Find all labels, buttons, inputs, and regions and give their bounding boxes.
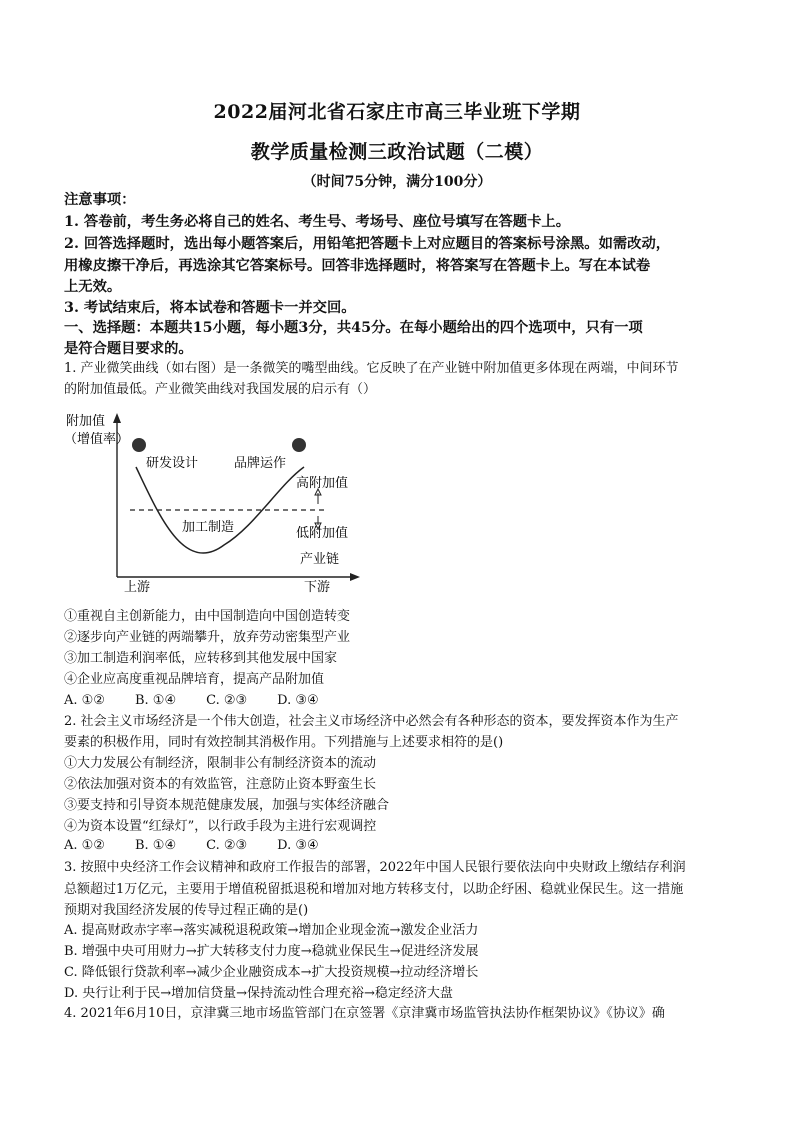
q1-statement-3: ③加工制造利润率低，应转移到其他发展中国家 <box>64 651 338 666</box>
q1-options <box>64 691 734 711</box>
q1-stem-line1: 1. 产业微笑曲线（如右图）是一条微笑的嘴型曲线。它反映了在产业链中附加值更多体现在两端，中间环节 <box>64 361 679 376</box>
q2-stem-line2: 要素的积极作用，同时有效控制其消极作用。下列措施与上述要求相符的是() <box>64 735 504 750</box>
q1-statement-2: ②逐步向产业链的两端攀升，放弃劳动密集型产业 <box>64 630 351 645</box>
q1-statement-4: ④企业应高度重视品牌培育，提高产品附加值 <box>64 672 325 687</box>
x-axis-label: 产业链 <box>300 552 340 567</box>
notice-item-1: 1. 答卷前，考生务必将自己的姓名、考生号、考场号、座位号填写在答题卡上。 <box>64 214 570 230</box>
notice-item-2-line1: 2. 回答选择题时，选出每小题答案后，用铅笔把答题卡上对应题目的答案标号涂黑。如需改动， <box>64 236 671 252</box>
y-label-1: 附加值 <box>66 414 106 429</box>
x-axis-arrow <box>350 573 360 581</box>
notice-item-2-line2: 用橡皮擦干净后，再选涂其它答案标号。回答非选择题时，将答案写在答题卡上。写在本试卷 <box>64 258 651 274</box>
q3-option-c: C. 降低银行贷款利率→减少企业融资成本→扩大投资规模→拉动经济增长 <box>64 965 479 980</box>
q2-statement-1: ①大力发展公有制经济，限制非公有制经济资本的流动 <box>64 756 377 771</box>
exam-title-line2: 教学质量检测三政治试题（二模） <box>250 141 544 163</box>
q2-options <box>64 836 734 856</box>
smile-curve-figure <box>64 405 364 600</box>
exam-time-note: （时间75分钟，满分100分） <box>302 174 492 190</box>
q1-option-a: A. ①② <box>64 693 105 708</box>
q3-stem-line3: 预期对我国经济发展的传导过程正确的是() <box>64 903 309 918</box>
q3-option-b: B. 增强中央可用财力→扩大转移支付力度→稳就业保民生→促进经济发展 <box>64 944 479 959</box>
q1-option-c: C. ②③ <box>206 693 248 708</box>
q1-statement-1: ①重视自主创新能力，由中国制造向中国创造转变 <box>64 609 351 624</box>
q2-statement-2: ②依法加强对资本的有效监管，注意防止资本野蛮生长 <box>64 777 377 792</box>
q3-stem-line2: 总额超过1万亿元，主要用于增值税留抵退税和增加对地方转移支付，以助企纾困、稳就业保民生。这一措施 <box>64 882 684 897</box>
q3-option-a: A. 提高财政赤字率→落实减税退税政策→增加企业现金流→激发企业活力 <box>64 923 479 938</box>
q3-stem-line1: 3. 按照中央经济工作会议精神和政府工作报告的部署，2022年中国人民银行要依法向中央财政上缴结存利润 <box>64 860 686 875</box>
section1-heading-line2: 是符合题目要求的。 <box>64 341 193 357</box>
high-value-label: 高附加值 <box>296 476 349 491</box>
exam-title-line1: 2022届河北省石家庄市高三毕业班下学期 <box>213 101 581 123</box>
q2-statement-3: ③要支持和引导资本规范健康发展，加强与实体经济融合 <box>64 798 390 813</box>
brand-label: 品牌运作 <box>234 456 287 471</box>
downstream-label: 下游 <box>304 580 331 595</box>
y-label-2: （增值率） <box>64 432 130 447</box>
q4-stem-line1: 4. 2021年6月10日，京津冀三地市场监管部门在京签署《京津冀市场监管执法协作框架协议》《协议》确 <box>64 1006 665 1021</box>
q2-option-d: D. ③④ <box>277 838 319 853</box>
notice-item-3: 3. 考试结束后，将本试卷和答题卡一并交回。 <box>64 300 356 316</box>
q1-option-d: D. ③④ <box>277 693 319 708</box>
q1-stem-line2: 的附加值最低。产业微笑曲线对我国发展的启示有（） <box>64 382 377 397</box>
rd-label: 研发设计 <box>146 456 199 471</box>
rd-point <box>132 438 146 452</box>
q1-option-b: B. ①④ <box>134 693 177 708</box>
brand-point <box>292 438 306 452</box>
q2-option-a: A. ①② <box>64 838 105 853</box>
section1-heading-line1: 一、选择题：本题共15小题，每小题3分，共45分。在每小题给出的四个选项中，只有一项 <box>64 320 643 336</box>
notice-item-2-line3: 上无效。 <box>64 279 122 295</box>
upstream-label: 上游 <box>124 580 151 595</box>
q2-statement-4: ④为资本设置“红绿灯”，以行政手段为主进行宏观调控 <box>64 819 377 834</box>
y-axis-arrow <box>113 413 121 423</box>
low-value-label: 低附加值 <box>296 526 349 541</box>
manufacturing-label: 加工制造 <box>182 520 235 535</box>
q2-option-c: C. ②③ <box>206 838 248 853</box>
notice-heading: 注意事项： <box>64 192 136 208</box>
q2-option-b: B. ①④ <box>134 838 177 853</box>
q2-stem-line1: 2. 社会主义市场经济是一个伟大创造，社会主义市场经济中必然会有各种形态的资本，要发挥资本作为生产 <box>64 714 679 729</box>
q3-option-d: D. 央行让利于民→增加信贷量→保持流动性合理充裕→稳定经济大盘 <box>64 986 453 1001</box>
